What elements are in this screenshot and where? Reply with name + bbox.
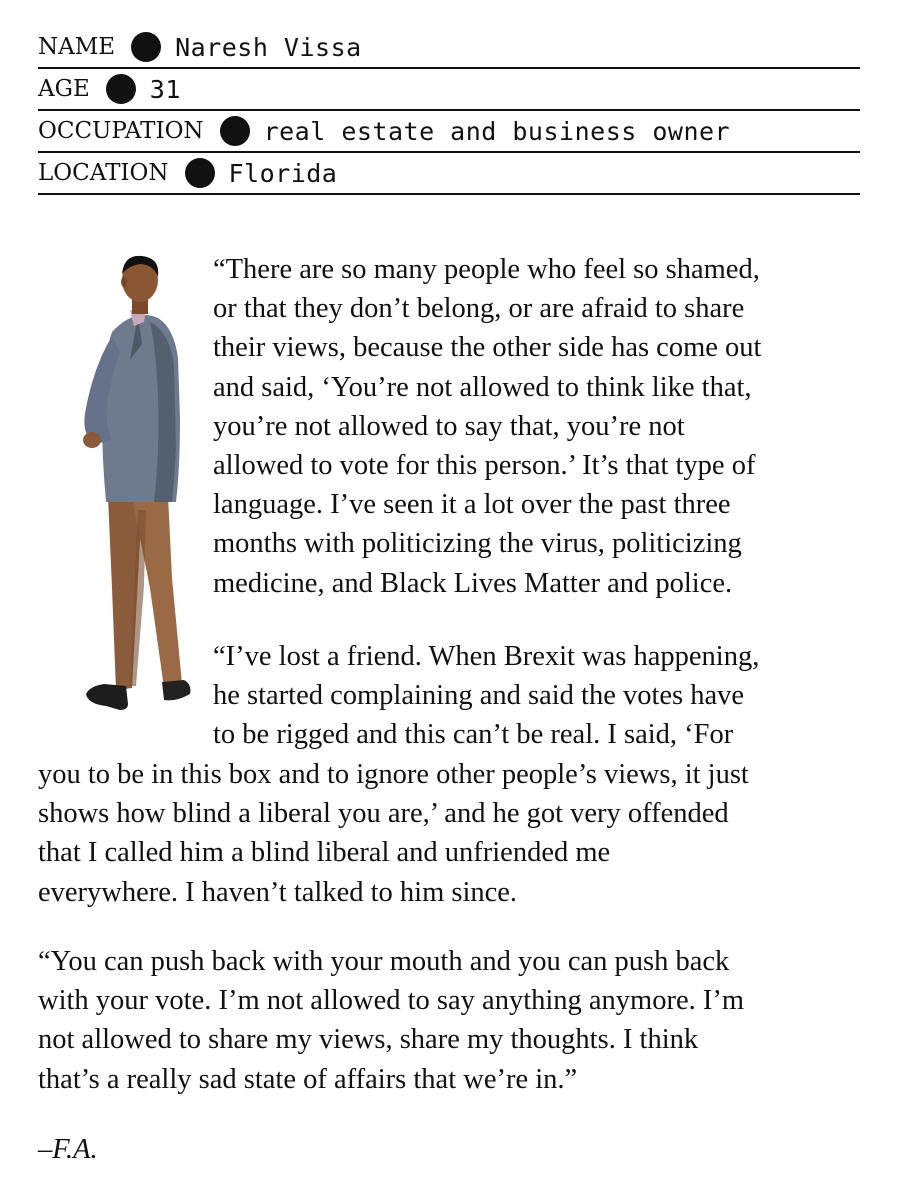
quote-line: that’s a really sad state of affairs that we’re in.” bbox=[38, 1063, 578, 1095]
profile-row-location bbox=[38, 153, 860, 195]
quote-line: or that they don’t belong, or are afraid to share bbox=[213, 293, 745, 325]
bullet-dot-icon bbox=[131, 32, 161, 62]
quote-line: shows how blind a liberal you are,’ and he got very offended bbox=[38, 798, 729, 830]
quote-line: that I called him a blind liberal and unfriended me bbox=[38, 837, 611, 869]
quote-line: “There are so many people who feel so shamed, bbox=[213, 254, 760, 285]
quote-line: you’re not allowed to say that, you’re not bbox=[213, 410, 685, 442]
quote-line: not allowed to share my views, share my thoughts. I think bbox=[38, 1024, 699, 1056]
profile-row-name bbox=[38, 27, 860, 69]
quote-line: allowed to vote for this person.’ It’s that type of bbox=[213, 450, 756, 482]
profile-row-age bbox=[38, 69, 860, 111]
quote-line: he started complaining and said the votes have bbox=[213, 680, 745, 712]
quote-paragraph-2-indented bbox=[213, 637, 759, 755]
location-label: LOCATION bbox=[38, 160, 169, 186]
quote-line: “I’ve lost a friend. When Brexit was happening, bbox=[213, 641, 760, 672]
bullet-dot-icon bbox=[220, 116, 250, 146]
quote-line: medicine, and Black Lives Matter and police. bbox=[213, 567, 733, 599]
age-label: AGE bbox=[38, 76, 90, 102]
location-value: Florida bbox=[228, 158, 338, 188]
occupation-value: real estate and business owner bbox=[263, 116, 731, 146]
name-label: NAME bbox=[38, 34, 116, 60]
quote-line: to be rigged and this can’t be real. I said, ‘For bbox=[213, 719, 734, 751]
quote-line: “You can push back with your mouth and you can push back bbox=[38, 946, 730, 977]
quote-line: months with politicizing the virus, politicizing bbox=[213, 528, 742, 560]
quote-line: and said, ‘You’re not allowed to think like that, bbox=[213, 371, 752, 403]
bullet-dot-icon bbox=[106, 74, 136, 104]
occupation-label: OCCUPATION bbox=[38, 118, 204, 144]
age-value: 31 bbox=[149, 74, 181, 104]
quote-paragraph-3 bbox=[38, 942, 744, 1099]
quote-paragraph-2-full bbox=[38, 755, 749, 912]
name-value: Naresh Vissa bbox=[175, 32, 362, 62]
quote-line: their views, because the other side has come out bbox=[213, 332, 762, 364]
bullet-dot-icon bbox=[185, 158, 215, 188]
quote-line: language. I’ve seen it a lot over the past three bbox=[213, 489, 731, 521]
quote-line: everywhere. I haven’t talked to him since. bbox=[38, 876, 518, 908]
quote-line: with your vote. I’m not allowed to say anything anymore. I’m bbox=[38, 985, 745, 1017]
portrait-figure bbox=[46, 248, 194, 720]
author-signature: –F.A. bbox=[38, 1134, 98, 1165]
quote-paragraph-1 bbox=[213, 250, 761, 603]
profile-card bbox=[38, 27, 860, 195]
quote-line: you to be in this box and to ignore other people’s views, it just bbox=[38, 759, 749, 790]
profile-row-occupation bbox=[38, 111, 860, 153]
